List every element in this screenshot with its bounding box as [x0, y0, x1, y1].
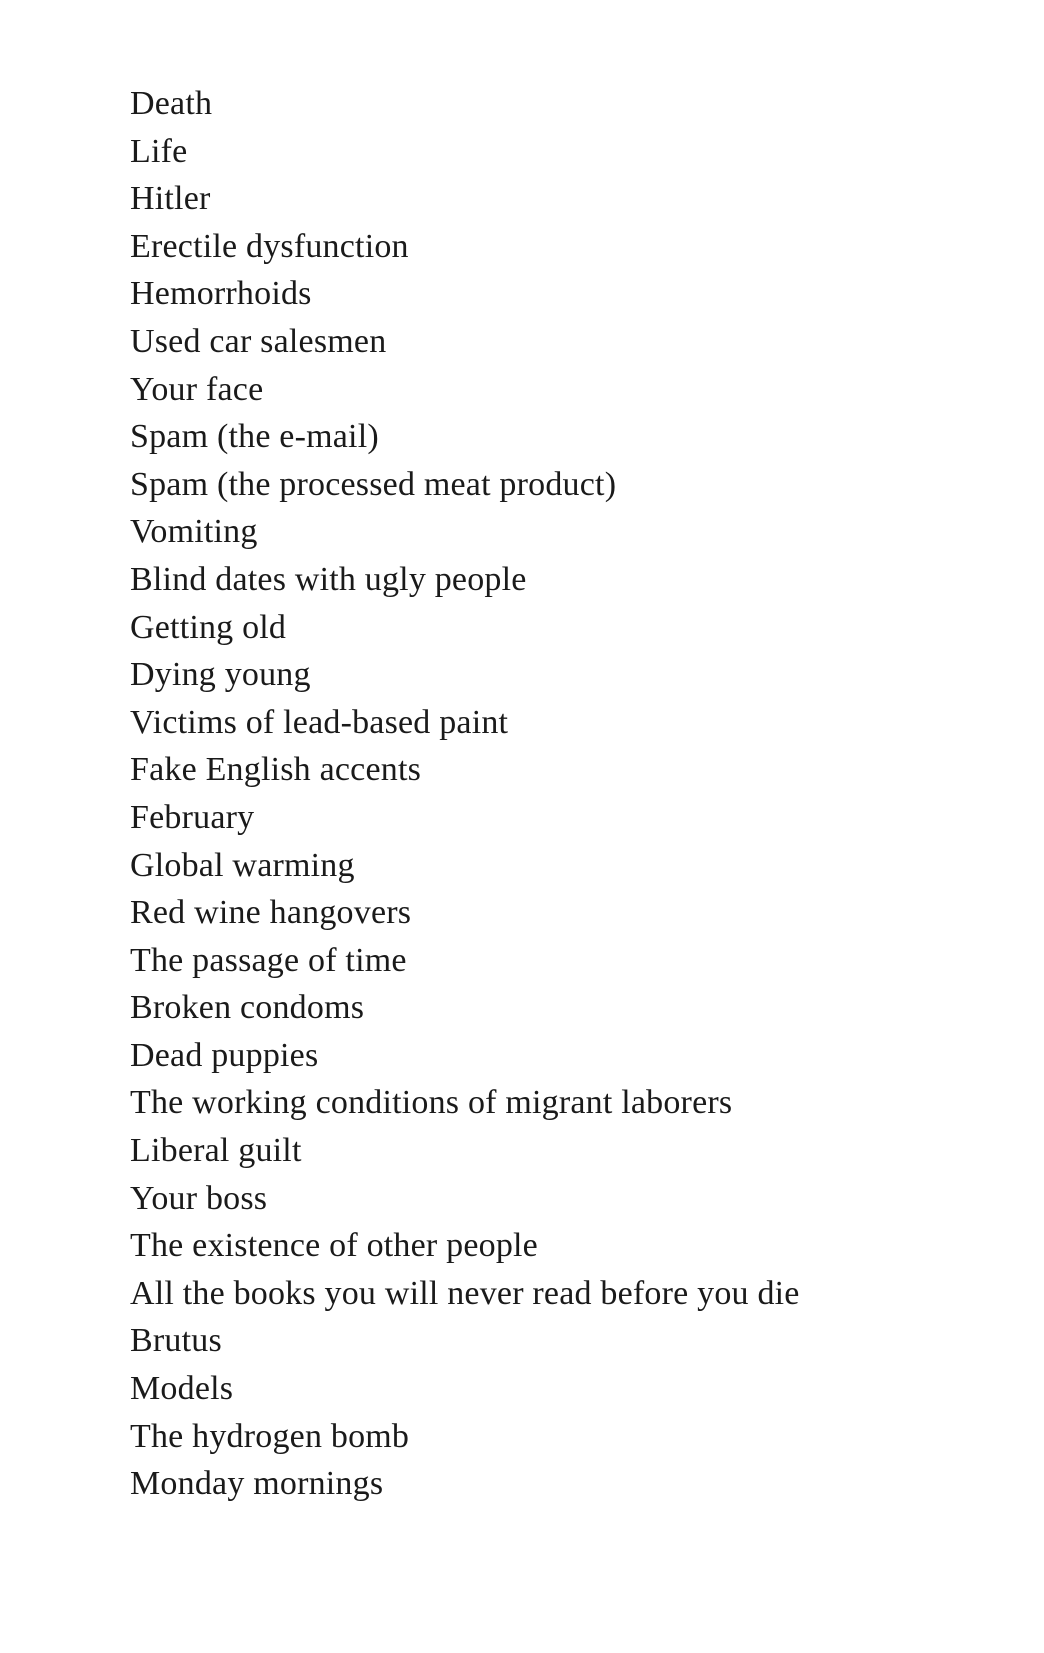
list-item: Spam (the processed meat product) [130, 465, 617, 503]
list-item: The working conditions of migrant laborers [130, 1084, 733, 1122]
list-item: The existence of other people [130, 1227, 538, 1265]
list-item: All the books you will never read before you die [130, 1274, 800, 1312]
list-item: Monday mornings [130, 1465, 384, 1503]
list-item: Erectile dysfunction [130, 227, 409, 265]
list-item: Life [130, 132, 188, 170]
list-item: Models [130, 1370, 234, 1408]
text-list [130, 80, 1010, 1508]
list-item: February [130, 798, 255, 836]
list-item: Vomiting [130, 513, 258, 551]
list-item: Used car salesmen [130, 322, 387, 360]
list-item: Brutus [130, 1322, 222, 1360]
list-item: Spam (the e-mail) [130, 418, 379, 456]
list-item: The hydrogen bomb [130, 1417, 410, 1455]
list-item: Blind dates with ugly people [130, 560, 527, 598]
list-item: Victims of lead-based paint [130, 703, 509, 741]
list-item: Hemorrhoids [130, 275, 312, 313]
list-item: Your face [130, 370, 264, 408]
list-item: Fake English accents [130, 751, 422, 789]
list-item: Red wine hangovers [130, 894, 412, 932]
list-item: Getting old [130, 608, 287, 646]
list-item: Global warming [130, 846, 355, 884]
list-item: Hitler [130, 180, 211, 218]
list-item: Your boss [130, 1179, 268, 1217]
list-item: Dead puppies [130, 1036, 319, 1074]
list-item: Liberal guilt [130, 1132, 302, 1170]
list-item: Broken condoms [130, 989, 365, 1027]
list-item: Death [130, 85, 213, 122]
list-item: The passage of time [130, 941, 407, 979]
list-item: Dying young [130, 656, 311, 694]
